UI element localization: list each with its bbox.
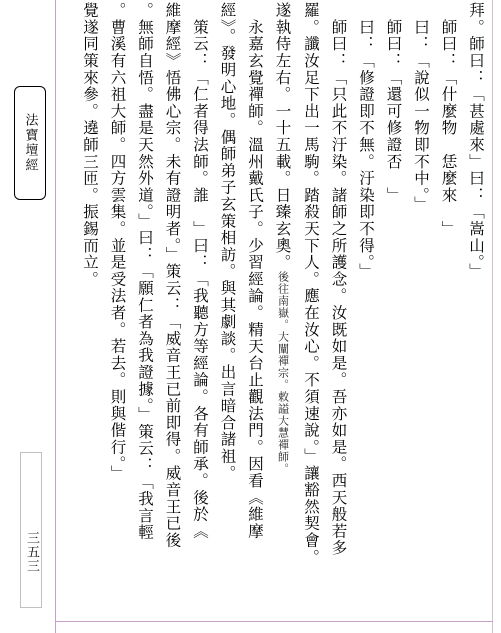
text-column: 師曰：「只此不汙染。諸師之所護念。汝既如是。吾亦如是。西天般若多	[329, 2, 348, 557]
bottom-border-line	[55, 621, 493, 622]
text-column: 曰：「修證即不無。汙染即不得。」	[357, 2, 375, 280]
text-column-body: 遂執侍左右。一十五載。日臻玄奧。	[273, 2, 292, 271]
text-column: 。無師自悟。盡是天然外道。」曰：「願仁者為我證據。」策云：「我言輕	[136, 2, 154, 541]
text-column: 曰：「說似一物即不中。」	[412, 2, 430, 213]
text-column: 策云：「仁者得法師。誰 」曰：「我聽方等經論。各有師承。後於《	[191, 2, 209, 540]
text-column: 。曹溪有六祖大師。四方雲集。並是受法者。若去。則與偕行。」	[108, 2, 127, 482]
main-text	[64, 2, 489, 617]
text-column: 經》。發明心地。偶師弟子玄策相訪。與其劇談。出言暗合諸祖。	[218, 2, 237, 482]
text-column: 永嘉玄覺禪師。溫州戴氏子。少習經論。精天台止觀法門。因看《維摩	[246, 2, 264, 540]
text-column: 師曰：「什麼物 恁麼來 」	[439, 2, 458, 238]
text-column: 維摩經》悟佛心宗。未有證明者。」策云：「威音王已前即得。威音王已後	[163, 2, 182, 549]
text-column: 覺遂同策來參。遶師三匝。振錫而立。	[81, 2, 99, 288]
page-number-tab	[20, 452, 42, 608]
book-title: 法寶壇經	[22, 113, 38, 173]
text-column: 羅。讖汝足下出一馬駒。踏殺天下人。應在汝心。不須速說。」讓豁然契會。	[302, 2, 320, 566]
interlinear-note: 後往南嶽。大闡禪宗。敕謚大慧禪師。	[276, 270, 290, 475]
book-title-tab	[14, 86, 46, 200]
text-column	[268, 2, 297, 617]
right-border-line	[492, 0, 493, 633]
left-border-line	[55, 0, 56, 633]
text-column: 拜。師曰：「甚處來」曰：「嵩山。」	[467, 2, 485, 280]
text-column: 師曰：「還可修證否 」	[384, 2, 403, 204]
page-number: 三五三	[24, 531, 39, 573]
